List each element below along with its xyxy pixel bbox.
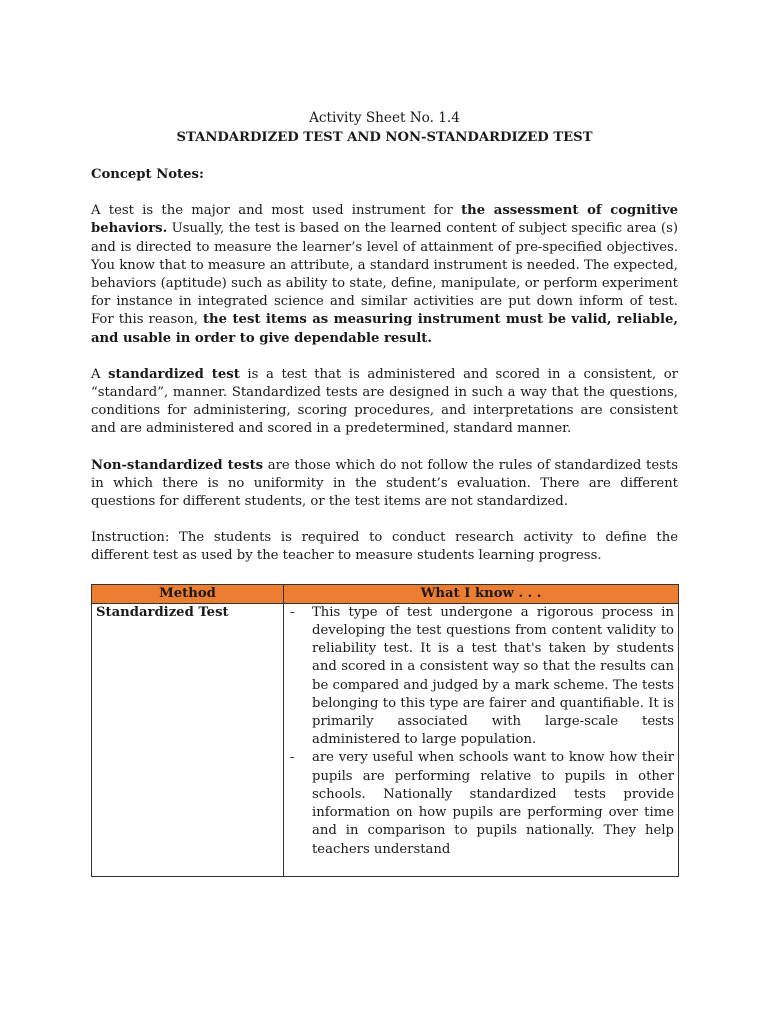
method-cell: Standardized Test: [92, 603, 284, 876]
table-row: [92, 603, 679, 876]
column-header-what-i-know: What I know . . .: [284, 584, 679, 603]
instruction-paragraph: Instruction: The students is required to conduct research activity to define the different test as used by the teacher to measure students learning progress.: [91, 530, 678, 564]
non-standardized-test-paragraph: Non-standardized tests are those which do not follow the rules of standardized tests in which there is no uniformity in the student’s evaluation. There are different questions for different students, or the test items are not standardized.: [91, 457, 678, 510]
what-i-know-list: [288, 604, 674, 859]
standardized-test-paragraph: A standardized test is a test that is administered and scored in a consistent, or “standard”, manner. Standardized tests are designed in such a way that the questions, conditions for administering, scoring procedures, and interpretations are consistent and are administered and scored in a predetermined, standard manner.: [91, 366, 678, 437]
list-item: - are very useful when schools want to know how their pupils are performing relative to pupils in other schools. Nationally standardized tests provide information on how pupils are performing over time and in comparison to pupils nationally. They help teachers understand: [290, 750, 674, 857]
concept-paragraph-1: A test is the major and most used instrument for the assessment of cognitive behaviors. Usually, the test is based on the learned content of subject specific area (s) and is directed to measure the learner’s level of attainment of pre-specified objectives. You know that to measure an attribute, a standard instrument is needed. The expected, behaviors (aptitude) such as ability to state, define, manipulate, or perform experiment for instance in integrated science and similar activities are put down inform of test. For this reason, the test items as measuring instrument must be valid, reliable, and usable in order to give dependable result.: [91, 203, 679, 346]
method-table: [91, 584, 679, 877]
dash-bullet: -: [290, 750, 295, 766]
activity-sheet-label: Activity Sheet No. 1.4: [309, 110, 460, 126]
column-header-method: Method: [92, 584, 284, 603]
list-item: - This type of test undergone a rigorous process in developing the test questions from content validity to reliability test. It is a test that's taken by students and scored in a consistent way so that the results can be compared and judged by a mark scheme. The tests belonging to this type are fairer and quantifiable. It is primarily associated with large-scale tests administered to large population.: [290, 604, 674, 748]
page-title: STANDARDIZED TEST AND NON-STANDARDIZED TEST: [176, 130, 593, 145]
table-header-row: [92, 584, 679, 603]
what-i-know-cell: [284, 603, 679, 876]
concept-notes-heading: Concept Notes:: [91, 167, 204, 182]
dash-bullet: -: [290, 604, 295, 620]
document-content: [91, 109, 678, 877]
